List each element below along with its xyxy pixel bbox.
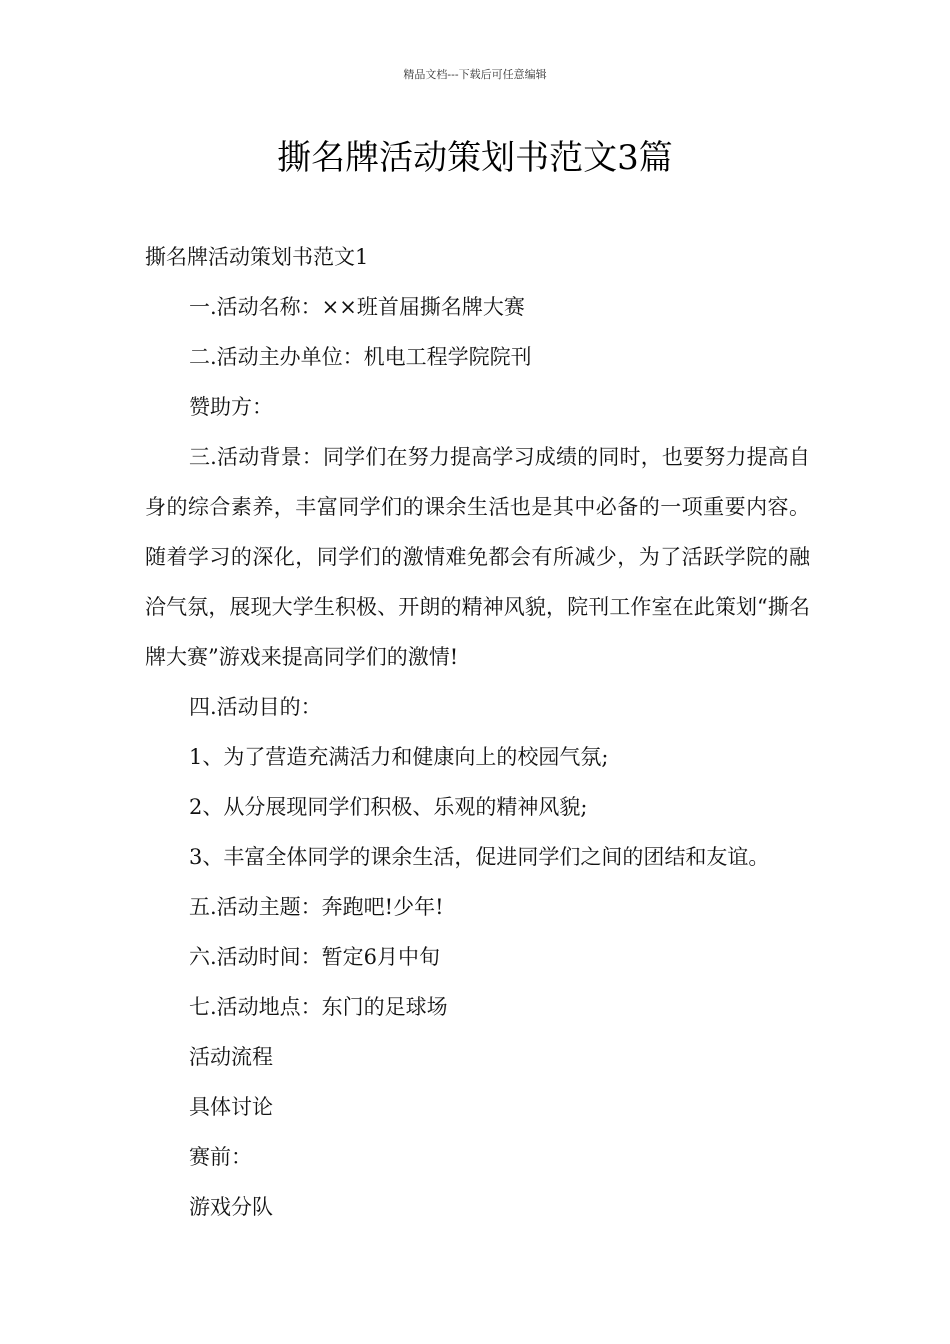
paragraph-sponsor: 赞助方：	[189, 395, 273, 419]
paragraph-organizer: 二.活动主办单位：机电工程学院院刊	[189, 345, 532, 369]
paragraph-discussion: 具体讨论	[189, 1095, 273, 1119]
document-title: 撕名牌活动策划书范文3篇	[277, 138, 673, 178]
section-heading: 撕名牌活动策划书范文1	[145, 245, 369, 269]
page-header: 精品文档---下载后可任意编辑	[403, 68, 547, 81]
paragraph-purpose-2: 2、从分展现同学们积极、乐观的精神风貌;	[189, 795, 588, 819]
paragraph-pre-game: 赛前：	[189, 1145, 252, 1169]
paragraph-purpose: 四.活动目的：	[189, 695, 322, 719]
paragraph-activity-name: 一.活动名称：××班首届撕名牌大赛	[189, 295, 525, 319]
paragraph-time: 六.活动时间：暂定6月中旬	[189, 945, 441, 969]
paragraph-theme: 五.活动主题：奔跑吧!少年!	[189, 895, 444, 919]
paragraph-location: 七.活动地点：东门的足球场	[189, 995, 448, 1019]
paragraph-purpose-1: 1、为了营造充满活力和健康向上的校园气氛;	[189, 745, 609, 769]
paragraph-process: 活动流程	[189, 1045, 273, 1069]
paragraph-team-split: 游戏分队	[189, 1195, 273, 1219]
paragraph-purpose-3: 3、丰富全体同学的课余生活，促进同学们之间的团结和友谊。	[189, 845, 770, 869]
paragraph-background: 三.活动背景：同学们在努力提高学习成绩的同时，也要努力提高自身的综合素养，丰富同学们的课余生活也是其中必备的一项重要内容。随着学习的深化，同学们的激情难免都会有所减少，为了活跃学院的融洽气氛，展现大学生积极、开朗的精神风貌，院刊工作室在此策划“撕名牌大赛”游戏来提高同学们的激情!	[145, 445, 810, 669]
document-body	[145, 232, 810, 1232]
